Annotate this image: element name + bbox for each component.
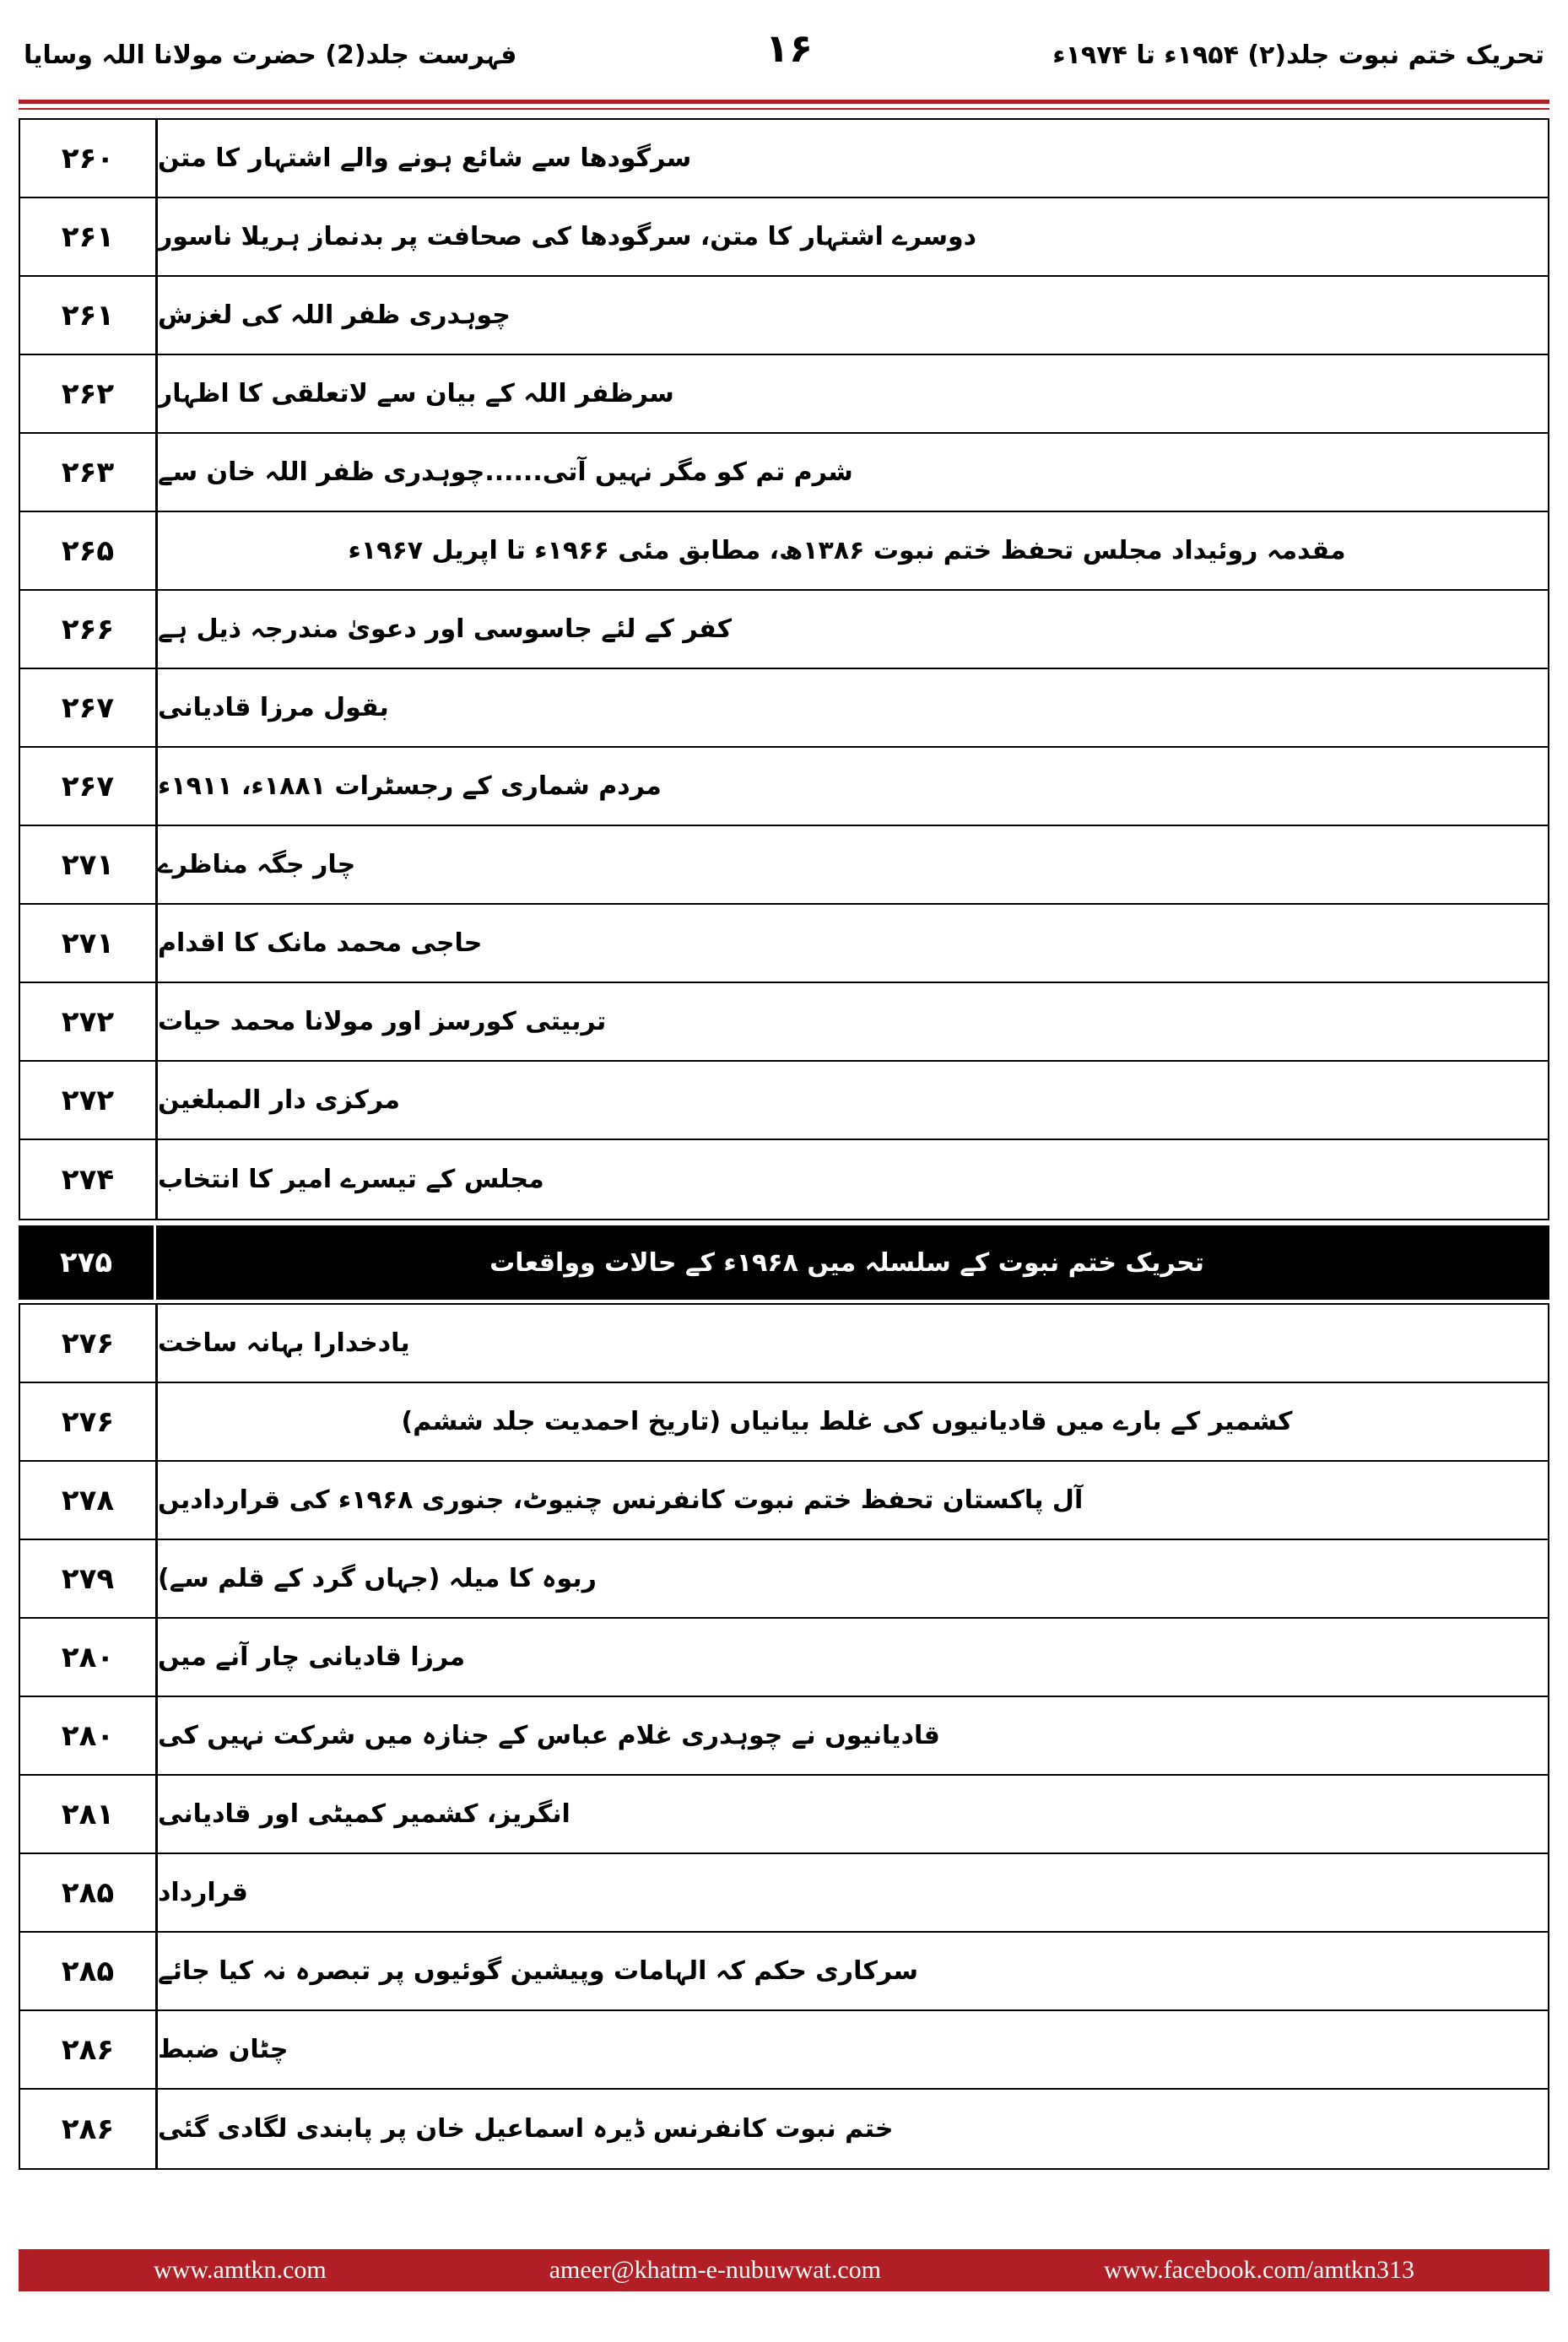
toc-page: ۲۸۶	[20, 2011, 158, 2088]
toc-title: ربوہ کا میلہ (جہاں گرد کے قلم سے)	[158, 1564, 597, 1593]
toc-title: حاجی محمد مانک کا اقدام	[158, 928, 483, 958]
section-page: ۲۷۵	[19, 1225, 156, 1300]
footer-website-link[interactable]: www.amtkn.com	[154, 2256, 327, 2284]
toc-page: ۲۶۳	[20, 434, 158, 511]
toc-block-1	[19, 118, 1549, 1220]
toc-page: ۲۸۰	[20, 1697, 158, 1774]
toc-title: بقول مرزا قادیانی	[158, 693, 389, 722]
toc-row[interactable]	[20, 512, 1548, 591]
toc-row[interactable]	[20, 826, 1548, 905]
toc-row[interactable]	[20, 1933, 1548, 2011]
toc-title: شرم تم کو مگر نہیں آتی......چوہدری ظفر اللہ خان سے	[158, 457, 853, 487]
toc-page: ۲۶۶	[20, 591, 158, 668]
toc-block-2	[19, 1303, 1549, 2170]
toc-page: ۲۸۵	[20, 1933, 158, 2009]
toc-row[interactable]	[20, 748, 1548, 826]
toc-page: ۲۸۱	[20, 1776, 158, 1853]
toc-page: ۲۷۴	[20, 1140, 158, 1219]
toc-page: ۲۶۰	[20, 120, 158, 197]
toc-title: دوسرے اشتہار کا متن، سرگودھا کی صحافت پر بدنماز ہریلا ناسور	[158, 222, 977, 252]
toc-page: ۲۸۵	[20, 1854, 158, 1931]
toc-title: مرزا قادیانی چار آنے میں	[158, 1642, 466, 1672]
toc-row[interactable]	[20, 1383, 1548, 1462]
toc-row[interactable]	[20, 1619, 1548, 1697]
toc-row[interactable]	[20, 669, 1548, 748]
section-heading-row[interactable]	[19, 1225, 1549, 1300]
toc-page: ۲۷۱	[20, 826, 158, 903]
toc-row[interactable]	[20, 2011, 1548, 2090]
page-number: ۱۶	[765, 25, 814, 71]
toc-title: سرگودھا سے شائع ہونے والے اشتہار کا متن	[158, 143, 692, 173]
toc-row[interactable]	[20, 591, 1548, 669]
toc-title: مرکزی دار المبلغین	[158, 1085, 401, 1115]
toc-title: مردم شماری کے رجسٹرات ۱۸۸۱ء، ۱۹۱۱ء	[158, 771, 662, 801]
toc-row[interactable]	[20, 355, 1548, 434]
toc-row[interactable]	[20, 1776, 1548, 1854]
toc-row[interactable]	[20, 1462, 1548, 1540]
toc-page: ۲۷۶	[20, 1305, 158, 1382]
toc-row[interactable]	[20, 1540, 1548, 1619]
footer-email-link[interactable]: ameer@khatm-e-nubuwwat.com	[549, 2256, 882, 2284]
toc-row[interactable]	[20, 277, 1548, 355]
toc-title: کشمیر کے بارے میں قادیانیوں کی غلط بیانیاں (تاریخ احمدیت جلد ششم)	[401, 1407, 1293, 1436]
toc-page: ۲۷۹	[20, 1540, 158, 1617]
toc-page: ۲۷۲	[20, 983, 158, 1060]
toc-row[interactable]	[20, 1854, 1548, 1933]
toc-page: ۲۸۰	[20, 1619, 158, 1696]
toc-title: سرکاری حکم کہ الہامات وپیشین گوئیوں پر تبصرہ نہ کیا جائے	[158, 1956, 918, 1986]
toc-page: ۲۶۷	[20, 669, 158, 746]
toc-title: انگریز، کشمیر کمیٹی اور قادیانی	[158, 1799, 570, 1829]
toc-row[interactable]	[20, 1140, 1548, 1219]
toc-title: یادخدارا بہانہ ساخت	[158, 1328, 410, 1358]
toc-row[interactable]	[20, 2090, 1548, 2168]
toc-page: ۲۶۲	[20, 355, 158, 432]
toc-page: ۲۶۱	[20, 198, 158, 275]
toc-title: تربیتی کورسز اور مولانا محمد حیات	[158, 1007, 607, 1036]
toc-title: مجلس کے تیسرے امیر کا انتخاب	[158, 1165, 544, 1194]
page-header	[0, 0, 1568, 97]
toc-page: ۲۷۱	[20, 905, 158, 982]
toc-page: ۲۶۷	[20, 748, 158, 825]
toc-title: قادیانیوں نے چوہدری غلام عباس کے جنازہ میں شرکت نہیں کی	[158, 1721, 940, 1750]
toc-row[interactable]	[20, 905, 1548, 983]
toc-title: چار جگہ مناظرے	[158, 850, 356, 879]
toc-title: مقدمہ روئیداد مجلس تحفظ ختم نبوت ۱۳۸۶ھ، مطابق مئی ۱۹۶۶ء تا اپریل ۱۹۶۷ء	[348, 536, 1346, 565]
toc-title: کفر کے لئے جاسوسی اور دعویٰ مندرجہ ذیل ہے	[158, 614, 733, 644]
toc-row[interactable]	[20, 120, 1548, 198]
toc-page: ۲۷۶	[20, 1383, 158, 1460]
header-rule-thick	[19, 100, 1549, 104]
toc-row[interactable]	[20, 1062, 1548, 1140]
toc-row[interactable]	[20, 983, 1548, 1062]
header-book-title: تحریک ختم نبوت جلد(۲) ۱۹۵۴ء تا ۱۹۷۴ء	[1052, 41, 1544, 70]
section-title: تحریک ختم نبوت کے سلسلہ میں ۱۹۶۸ء کے حالات وواقعات	[489, 1247, 1204, 1278]
toc-row[interactable]	[20, 1305, 1548, 1383]
toc-page: ۲۷۲	[20, 1062, 158, 1139]
page-footer	[19, 2249, 1549, 2291]
footer-facebook-link[interactable]: www.facebook.com/amtkn313	[1104, 2256, 1414, 2284]
toc-page: ۲۶۱	[20, 277, 158, 354]
header-rule-thin	[19, 108, 1549, 110]
toc-title: قرارداد	[158, 1878, 248, 1907]
toc-page: ۲۸۶	[20, 2090, 158, 2168]
toc-row[interactable]	[20, 1697, 1548, 1776]
toc-title: سرظفر اللہ کے بیان سے لاتعلقی کا اظہار	[158, 379, 674, 408]
toc-title: چوہدری ظفر اللہ کی لغزش	[158, 300, 511, 330]
toc-title: آل پاکستان تحفظ ختم نبوت کانفرنس چنیوٹ، جنوری ۱۹۶۸ء کی قراردادیں	[158, 1485, 1084, 1515]
toc-title: ختم نبوت کانفرنس ڈیرہ اسماعیل خان پر پابندی لگادی گئی	[158, 2114, 894, 2144]
toc-page: ۲۷۸	[20, 1462, 158, 1539]
header-volume-index: فہرست جلد(2) حضرت مولانا اللہ وسایا	[24, 41, 517, 70]
toc-page: ۲۶۵	[20, 512, 158, 589]
toc-row[interactable]	[20, 434, 1548, 512]
table-of-contents	[19, 118, 1549, 2170]
toc-title: چٹان ضبط	[158, 2035, 289, 2064]
toc-row[interactable]	[20, 198, 1548, 277]
